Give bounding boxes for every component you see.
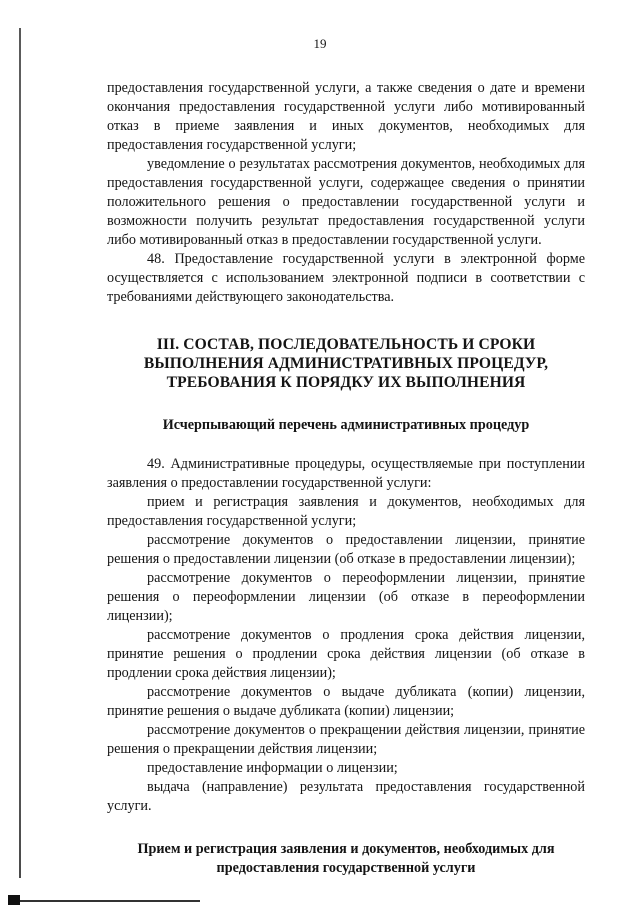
section-title-line-2: ВЫПОЛНЕНИЯ АДМИНИСТРАТИВНЫХ ПРОЦЕДУР, [143,355,549,372]
subsection-title: Исчерпывающий перечень административных процедур [162,417,530,433]
next-heading-line-1: Прием и регистрация заявления и документов, необходимых для [137,841,555,857]
list-item: предоставление информации о лицензии; [147,760,398,776]
list-item: рассмотрение документов о продления срока действия лицензии, принятие решения о продлении срока действия лицензии (об отказе в продлении срока действия лицензии); [107,627,585,681]
page-number: 19 [313,36,327,51]
paragraph-continuation: предоставления государственной услуги, а также сведения о дате и времени окончания предоставления государственной услуги либо мотивированный отказ в приеме заявления и иных документов, необходимых для предоставления государственной услуги; [107,80,585,153]
list-item: выдача (направление) результата предоставления государственной услуги. [107,779,585,814]
section-title-line-3: ТРЕБОВАНИЯ К ПОРЯДКУ ИХ ВЫПОЛНЕНИЯ [166,374,526,391]
paragraph-notification: уведомление о результатах рассмотрения документов, необходимых для предоставления государственной услуги, содержащее сведения о принятии положительного решения о предоставлении государственной услуги и возможности получить результат предоставления государственной услуги либо мотивированный отказ в предоставлении государственной услуги. [107,156,585,248]
next-section-heading [107,840,585,878]
page-body [107,79,585,878]
paragraph-48: 48. Предоставление государственной услуги в электронной форме осуществляется с использованием электронной подписи в соответствии с требованиями действующего законодательства. [107,251,585,305]
list-item: рассмотрение документов о прекращении действия лицензии, принятие решения о прекращении действия лицензии; [107,722,585,757]
list-item: рассмотрение документов о выдаче дубликата (копии) лицензии, принятие решения о выдаче дубликата (копии) лицензии; [107,684,585,719]
scan-bottom-mark [8,895,20,905]
section-title [107,335,585,392]
scan-bottom-edge [0,895,640,905]
paragraph-49: 49. Административные процедуры, осуществляемые при поступлении заявления о предоставлении государственной услуги: [107,456,585,491]
list-item: рассмотрение документов о переоформлении лицензии, принятие решения о переоформлении лицензии (об отказе в переоформлении лицензии); [107,570,585,624]
list-item: рассмотрение документов о предоставлении лицензии, принятие решения о предоставлении лицензии (об отказе в предоставлении лицензии); [107,532,585,567]
next-heading-line-2: предоставления государственной услуги [216,860,476,876]
list-item: прием и регистрация заявления и документов, необходимых для предоставления государственной услуги; [107,494,585,529]
section-title-line-1: III. СОСТАВ, ПОСЛЕДОВАТЕЛЬНОСТЬ И СРОКИ [156,336,536,353]
scan-left-edge [19,28,21,878]
scan-bottom-line [20,900,200,902]
